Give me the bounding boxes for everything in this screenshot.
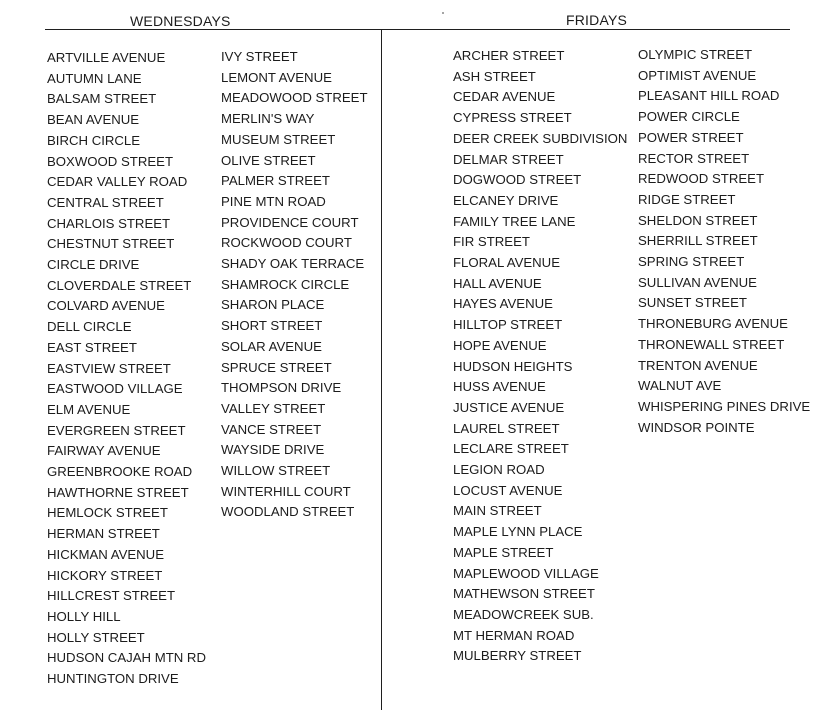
street-name: SHAMROCK CIRCLE — [221, 276, 350, 292]
street-name: WHISPERING PINES DRIVE — [638, 398, 811, 414]
street-name: BALSAM STREET — [47, 91, 157, 107]
street-name: FAMILY TREE LANE — [453, 213, 576, 229]
wednesdays-street-list-1 — [47, 48, 206, 690]
street-name: POWER STREET — [638, 129, 744, 145]
street-name: LAUREL STREET — [453, 420, 560, 436]
street-name: VALLEY STREET — [221, 400, 326, 416]
street-name: ELCANEY DRIVE — [453, 192, 559, 208]
street-name: CEDAR VALLEY ROAD — [47, 174, 188, 190]
street-name: EASTWOOD VILLAGE — [47, 381, 183, 397]
street-name: HALL AVENUE — [453, 275, 542, 291]
street-name: HAWTHORNE STREET — [47, 484, 189, 500]
street-name: DEER CREEK SUBDIVISION — [453, 130, 628, 146]
street-name: MULBERRY STREET — [453, 648, 582, 664]
street-name: TRENTON AVENUE — [638, 357, 758, 373]
street-name: HOPE AVENUE — [453, 337, 547, 353]
scan-speck — [442, 12, 444, 14]
street-name: ARCHER STREET — [453, 48, 565, 63]
street-name: BOXWOOD STREET — [47, 153, 174, 169]
street-name: HUDSON HEIGHTS — [453, 358, 573, 374]
street-name: FAIRWAY AVENUE — [47, 443, 161, 459]
street-name: HOLLY HILL — [47, 608, 121, 624]
street-name: CHESTNUT STREET — [47, 236, 175, 252]
street-name: RECTOR STREET — [638, 150, 750, 166]
street-name: BIRCH CIRCLE — [47, 132, 141, 148]
street-name: ASH STREET — [453, 68, 536, 84]
street-name: SPRUCE STREET — [221, 359, 332, 375]
street-name: IVY STREET — [221, 49, 298, 64]
street-name: LEMONT AVENUE — [221, 69, 332, 85]
street-name: REDWOOD STREET — [638, 171, 765, 187]
street-name: HUSS AVENUE — [453, 379, 546, 395]
street-name: BEAN AVENUE — [47, 112, 140, 128]
street-name: PALMER STREET — [221, 173, 330, 189]
street-name: HILLTOP STREET — [453, 317, 563, 333]
street-name: SULLIVAN AVENUE — [638, 274, 757, 290]
fridays-street-list-1 — [453, 46, 627, 667]
column-divider-line — [381, 29, 382, 710]
street-name: PINE MTN ROAD — [221, 193, 326, 209]
street-name: SHERRILL STREET — [638, 233, 758, 249]
street-name: CHARLOIS STREET — [47, 215, 171, 231]
street-name: EAST STREET — [47, 339, 137, 355]
street-name: CIRCLE DRIVE — [47, 257, 140, 273]
street-name: EVERGREEN STREET — [47, 422, 186, 438]
street-name: FIR STREET — [453, 234, 530, 250]
street-name: HUDSON CAJAH MTN RD — [47, 650, 206, 666]
fridays-heading: FRIDAYS — [566, 12, 628, 28]
street-name: COLVARD AVENUE — [47, 298, 165, 314]
street-name: ROCKWOOD COURT — [221, 235, 352, 251]
street-name: PLEASANT HILL ROAD — [638, 88, 780, 104]
street-name: HEMLOCK STREET — [47, 505, 168, 521]
street-name: HERMAN STREET — [47, 526, 160, 542]
street-name: HOLLY STREET — [47, 629, 145, 645]
street-name: WILLOW STREET — [221, 463, 331, 479]
street-name: FLORAL AVENUE — [453, 255, 560, 271]
street-name: DELMAR STREET — [453, 151, 564, 167]
wednesdays-heading: WEDNESDAYS — [130, 13, 231, 29]
street-name: HILLCREST STREET — [47, 588, 175, 604]
street-name: PROVIDENCE COURT — [221, 214, 359, 230]
street-name: CLOVERDALE STREET — [47, 277, 192, 293]
street-name: EASTVIEW STREET — [47, 360, 171, 376]
street-name: HAYES AVENUE — [453, 296, 553, 312]
street-name: MERLIN'S WAY — [221, 111, 315, 127]
street-name: OPTIMIST AVENUE — [638, 67, 757, 83]
street-name: MAPLEWOOD VILLAGE — [453, 565, 599, 581]
street-name: AUTUMN LANE — [47, 70, 142, 86]
street-name: ELM AVENUE — [47, 401, 131, 417]
street-name: THRONEBURG AVENUE — [638, 316, 788, 332]
street-name: MATHEWSON STREET — [453, 586, 595, 602]
street-name: CEDAR AVENUE — [453, 89, 556, 105]
street-name: SHADY OAK TERRACE — [221, 256, 365, 272]
heading-divider-line — [45, 29, 790, 30]
street-name: WINDSOR POINTE — [638, 419, 755, 435]
street-name: JUSTICE AVENUE — [453, 399, 565, 415]
street-name: WAYSIDE DRIVE — [221, 442, 325, 458]
street-name: HICKORY STREET — [47, 567, 163, 583]
street-name: RIDGE STREET — [638, 191, 736, 207]
street-name: DOGWOOD STREET — [453, 172, 582, 188]
fridays-street-list-2 — [638, 45, 810, 438]
street-name: MAPLE LYNN PLACE — [453, 524, 583, 540]
street-name: MEADOWOOD STREET — [221, 90, 368, 106]
street-name: MAPLE STREET — [453, 544, 554, 560]
street-name: SOLAR AVENUE — [221, 338, 322, 354]
street-name: WINTERHILL COURT — [221, 483, 351, 499]
street-name: WOODLAND STREET — [221, 504, 355, 520]
street-name: LECLARE STREET — [453, 441, 569, 457]
street-name: MT HERMAN ROAD — [453, 627, 575, 643]
street-name: MEADOWCREEK SUB. — [453, 606, 594, 622]
street-name: CYPRESS STREET — [453, 110, 572, 126]
street-name: HUNTINGTON DRIVE — [47, 671, 179, 687]
street-name: SHARON PLACE — [221, 297, 325, 313]
street-name: ARTVILLE AVENUE — [47, 50, 166, 65]
street-name: LOCUST AVENUE — [453, 482, 563, 498]
street-name: SHORT STREET — [221, 318, 323, 334]
street-name: THOMPSON DRIVE — [221, 380, 342, 396]
street-name: MUSEUM STREET — [221, 131, 336, 147]
street-name: SUNSET STREET — [638, 295, 747, 311]
street-name: OLYMPIC STREET — [638, 47, 753, 62]
street-name: THRONEWALL STREET — [638, 336, 785, 352]
street-name: DELL CIRCLE — [47, 319, 132, 335]
street-name: SHELDON STREET — [638, 212, 758, 228]
street-name: GREENBROOKE ROAD — [47, 464, 193, 480]
street-name: HICKMAN AVENUE — [47, 546, 164, 562]
street-name: LEGION ROAD — [453, 462, 545, 478]
street-name: OLIVE STREET — [221, 152, 316, 168]
street-name: WALNUT AVE — [638, 378, 722, 394]
street-name: POWER CIRCLE — [638, 109, 740, 125]
wednesdays-street-list-2 — [221, 47, 368, 523]
street-name: MAIN STREET — [453, 503, 542, 519]
street-name: CENTRAL STREET — [47, 194, 164, 210]
street-name: VANCE STREET — [221, 421, 322, 437]
street-name: SPRING STREET — [638, 254, 745, 270]
